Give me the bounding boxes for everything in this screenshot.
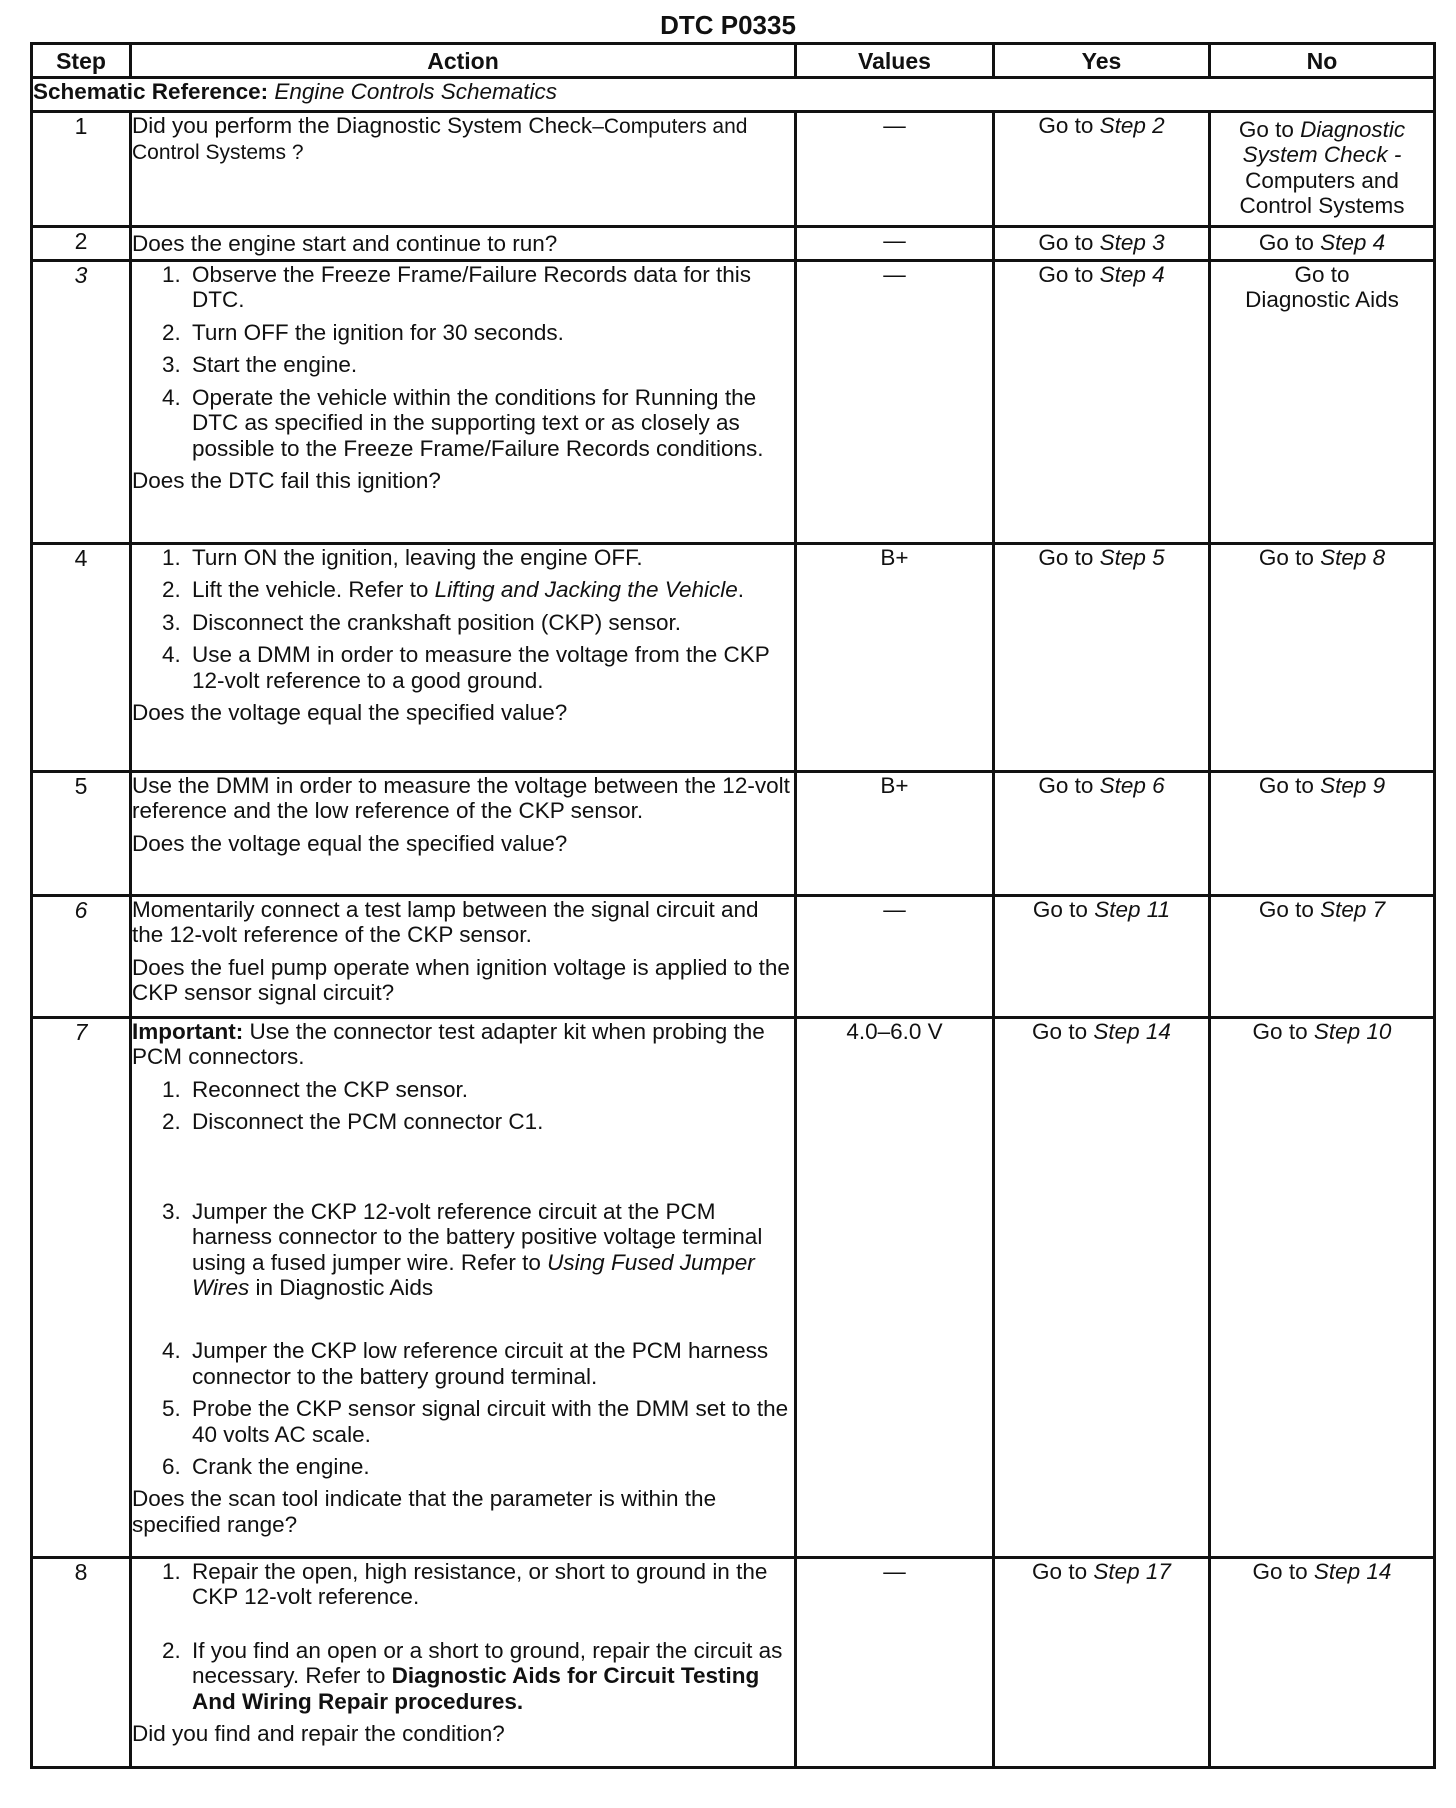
action-text-tail: –Computers and Control Systems ?	[132, 115, 748, 164]
list-item	[162, 1559, 794, 1610]
list-item-text: Probe the CKP sensor signal circuit with the DMM set to the 40 volts AC scale.	[192, 1396, 789, 1447]
list-item	[162, 1338, 794, 1389]
step-question: Does the fuel pump operate when ignition voltage is applied to the CKP sensor signal circuit?	[132, 954, 790, 1006]
header-action: Action	[131, 44, 796, 78]
schematic-label: Schematic Reference:	[33, 79, 269, 104]
step-value: —	[796, 896, 994, 1018]
step-number: 2	[32, 227, 131, 261]
list-number: 3.	[162, 609, 181, 635]
no-result	[1210, 261, 1435, 544]
step-link-number: 14	[1145, 1019, 1171, 1044]
step-link-number: 10	[1366, 1019, 1392, 1044]
yes-result	[994, 896, 1210, 1018]
goto-text: Go to	[1038, 113, 1094, 138]
list-number: 5.	[162, 1396, 181, 1422]
list-item-text: Turn OFF the ignition for 30 seconds.	[192, 319, 564, 345]
step-action	[131, 1558, 796, 1768]
list-number: 1.	[162, 262, 181, 287]
schematic-reference	[32, 78, 1435, 112]
no-link-tail: Computers and Control Systems	[1239, 167, 1405, 219]
step-link-number: 4	[1372, 229, 1386, 255]
step-link-number: 3	[1152, 229, 1165, 255]
list-item	[162, 1109, 794, 1134]
list-item	[162, 1199, 794, 1301]
list-item	[162, 1396, 794, 1447]
step-value: —	[796, 227, 994, 261]
list-number: 2.	[162, 1637, 181, 1663]
list-item	[162, 545, 794, 570]
step-link-label: Step	[1320, 773, 1367, 798]
step-link-number: 11	[1146, 897, 1171, 922]
header-step: Step	[32, 44, 131, 78]
table-row	[32, 1558, 1435, 1768]
goto-text: Go to	[1038, 262, 1094, 287]
list-item-text: Disconnect the PCM connector C1.	[192, 1109, 544, 1135]
step-link-label: Step	[1320, 545, 1367, 570]
goto-text: Go to	[1032, 897, 1088, 922]
list-number: 3.	[162, 352, 181, 378]
action-text: Did you perform the Diagnostic System Check	[132, 113, 593, 138]
step-question: Does the scan tool indicate that the parameter is within the specified range?	[132, 1486, 717, 1537]
goto-text: Go to	[1038, 773, 1094, 798]
step-question: Did you find and repair the condition?	[132, 1721, 505, 1747]
document-title: DTC P0335	[660, 10, 796, 40]
reference-link-text: Diagnostic Aids for Circuit Testing And Wiring Repair procedures.	[192, 1663, 760, 1714]
list-number: 2.	[162, 577, 181, 603]
list-item	[162, 262, 794, 313]
step-action: Does the engine start and continue to run?	[131, 227, 796, 261]
list-number: 2.	[162, 1109, 181, 1135]
step-action	[131, 544, 796, 772]
list-number: 4.	[162, 1338, 181, 1364]
yes-result	[994, 1558, 1210, 1768]
no-link-emphasis: Diagnostic System Check -	[1242, 117, 1406, 168]
step-link-number: 2	[1152, 113, 1165, 138]
no-result	[1210, 896, 1435, 1018]
table-row	[32, 1018, 1435, 1558]
no-result	[1210, 112, 1435, 227]
step-link-number: 14	[1366, 1559, 1392, 1584]
no-result	[1210, 227, 1435, 261]
step-question: Does the voltage equal the specified value?	[132, 830, 568, 856]
reference-link-text: Lifting and Jacking the Vehicle	[434, 577, 738, 603]
goto-text: Go to	[1258, 773, 1314, 798]
table-row	[32, 112, 1435, 227]
step-number: 7	[32, 1018, 131, 1558]
header-values: Values	[796, 44, 994, 78]
list-item	[162, 1454, 794, 1479]
list-item-tail: in Diagnostic Aids	[249, 1274, 434, 1300]
no-result	[1210, 544, 1435, 772]
step-number: 3	[32, 261, 131, 544]
list-item-text: Repair the open, high resistance, or short to ground in the CKP 12-volt reference.	[192, 1559, 768, 1610]
step-number: 5	[32, 772, 131, 896]
step-link-number: 8	[1372, 545, 1386, 570]
step-value: B+	[796, 544, 994, 772]
list-item	[162, 1638, 794, 1714]
step-link-number: 17	[1145, 1559, 1171, 1584]
yes-result	[994, 544, 1210, 772]
list-item	[162, 352, 794, 377]
goto-text: Go to	[1038, 545, 1094, 570]
goto-text: Go to	[1258, 545, 1314, 570]
table-row	[32, 896, 1435, 1018]
list-item-text: Use a DMM in order to measure the voltage from the CKP 12-volt reference to a good ground.	[192, 642, 770, 693]
step-link-label: Step	[1099, 229, 1146, 255]
step-link-label: Step	[1099, 545, 1146, 570]
list-number: 4.	[162, 642, 181, 668]
list-item	[162, 610, 794, 635]
goto-text: Go to	[1258, 229, 1314, 255]
goto-text: Go to	[1252, 1019, 1308, 1044]
list-number: 1.	[162, 545, 181, 570]
schematic-reference-row	[32, 78, 1435, 112]
step-link-label: Step	[1099, 262, 1146, 287]
step-link-number: 9	[1372, 773, 1386, 798]
yes-result	[994, 227, 1210, 261]
step-link-number: 5	[1152, 545, 1165, 570]
step-action	[131, 261, 796, 544]
table-row	[32, 772, 1435, 896]
reference-link-text: Using Fused Jumper Wires	[192, 1249, 755, 1300]
step-value: —	[796, 261, 994, 544]
step-value: —	[796, 112, 994, 227]
step-action-text: Momentarily connect a test lamp between the signal circuit and the 12-volt reference of the CKP sensor.	[132, 897, 759, 948]
step-link-label: Step	[1094, 897, 1141, 922]
step-link-number: 4	[1152, 262, 1165, 287]
yes-result	[994, 112, 1210, 227]
step-link-label: Step	[1099, 113, 1146, 138]
list-item	[162, 320, 794, 345]
list-item	[162, 385, 794, 461]
step-instruction-list	[162, 262, 794, 461]
step-action	[131, 896, 796, 1018]
goto-text: Go to	[1294, 262, 1350, 287]
list-item-text: Operate the vehicle within the conditions for Running the DTC as specified in the supporting text or as closely as possible to the Freeze Frame/Failure Records conditions.	[192, 384, 764, 461]
list-number: 2.	[162, 319, 181, 345]
step-link-number: 6	[1152, 773, 1165, 798]
step-value: 4.0–6.0 V	[796, 1018, 994, 1558]
goto-text: Go to	[1258, 897, 1314, 922]
list-item	[162, 1077, 794, 1102]
step-value: —	[796, 1558, 994, 1768]
dtc-table	[30, 42, 1436, 1769]
list-item-text: Start the engine.	[192, 352, 358, 378]
step-action	[131, 112, 796, 227]
list-item-tail: .	[737, 577, 745, 603]
goto-text: Go to	[1252, 1559, 1308, 1584]
list-item-text: Reconnect the CKP sensor.	[192, 1076, 468, 1102]
important-text: Use the connector test adapter kit when probing the PCM connectors.	[132, 1019, 765, 1070]
list-item	[162, 642, 794, 693]
goto-text: Go to	[1032, 1559, 1088, 1584]
table-row	[32, 544, 1435, 772]
step-link-label: Step	[1313, 1019, 1361, 1044]
no-result	[1210, 772, 1435, 896]
important-label: Important:	[132, 1019, 244, 1044]
list-item-text: If you find an open or a short to ground, repair the circuit as necessary. Refer to	[192, 1637, 783, 1689]
step-link-label: Step	[1093, 1559, 1140, 1584]
step-instruction-list	[162, 1077, 794, 1480]
list-item-text: Lift the vehicle. Refer to	[192, 577, 435, 603]
list-number: 3.	[162, 1198, 181, 1224]
goto-text: Go to	[1238, 117, 1294, 142]
yes-result	[994, 772, 1210, 896]
step-link-label: Step	[1320, 229, 1367, 255]
list-item-text: Jumper the CKP low reference circuit at the PCM harness connector to the battery ground terminal.	[192, 1338, 769, 1389]
goto-text: Go to	[1032, 1019, 1088, 1044]
list-item	[162, 577, 794, 602]
step-question: Does the voltage equal the specified value?	[132, 700, 568, 726]
step-action	[131, 772, 796, 896]
table-row	[32, 227, 1435, 261]
step-number: 6	[32, 896, 131, 1018]
step-instruction-list	[162, 1559, 794, 1714]
step-instruction-list	[162, 545, 794, 693]
important-note	[132, 1019, 794, 1070]
step-action	[131, 1018, 796, 1558]
yes-result	[994, 1018, 1210, 1558]
step-link-label: Step	[1099, 773, 1146, 798]
list-item-text: Observe the Freeze Frame/Failure Records data for this DTC.	[192, 262, 751, 313]
no-link-text: Diagnostic Aids	[1245, 287, 1399, 313]
list-number: 6.	[162, 1454, 181, 1480]
step-question: Does the DTC fail this ignition?	[132, 467, 441, 493]
step-number: 1	[32, 112, 131, 227]
step-number: 8	[32, 1558, 131, 1768]
list-number: 4.	[162, 384, 181, 410]
step-link-number: 7	[1372, 897, 1386, 922]
no-result	[1210, 1018, 1435, 1558]
step-link-label: Step	[1320, 897, 1367, 922]
step-value: B+	[796, 772, 994, 896]
list-number: 1.	[162, 1559, 181, 1584]
no-result	[1210, 1558, 1435, 1768]
list-item-text: Jumper the CKP 12-volt reference circuit at the PCM harness connector to the battery positive voltage terminal using a fused jumper wire. Refer to	[192, 1198, 763, 1275]
schematic-value: Engine Controls Schematics	[274, 79, 558, 104]
list-item-text: Crank the engine.	[192, 1454, 370, 1480]
header-row	[32, 44, 1435, 78]
goto-text: Go to	[1038, 229, 1094, 255]
step-action-text: Use the DMM in order to measure the voltage between the 12-volt reference and the low reference of the CKP sensor.	[132, 773, 790, 824]
header-yes: Yes	[994, 44, 1210, 78]
step-number: 4	[32, 544, 131, 772]
yes-result	[994, 261, 1210, 544]
step-link-label: Step	[1093, 1019, 1140, 1044]
list-item-text: Disconnect the crankshaft position (CKP) sensor.	[192, 609, 681, 635]
step-link-label: Step	[1313, 1559, 1361, 1584]
table-row	[32, 261, 1435, 544]
header-no: No	[1210, 44, 1435, 78]
list-item-text: Turn ON the ignition, leaving the engine OFF.	[192, 545, 643, 570]
list-number: 1.	[162, 1076, 181, 1102]
